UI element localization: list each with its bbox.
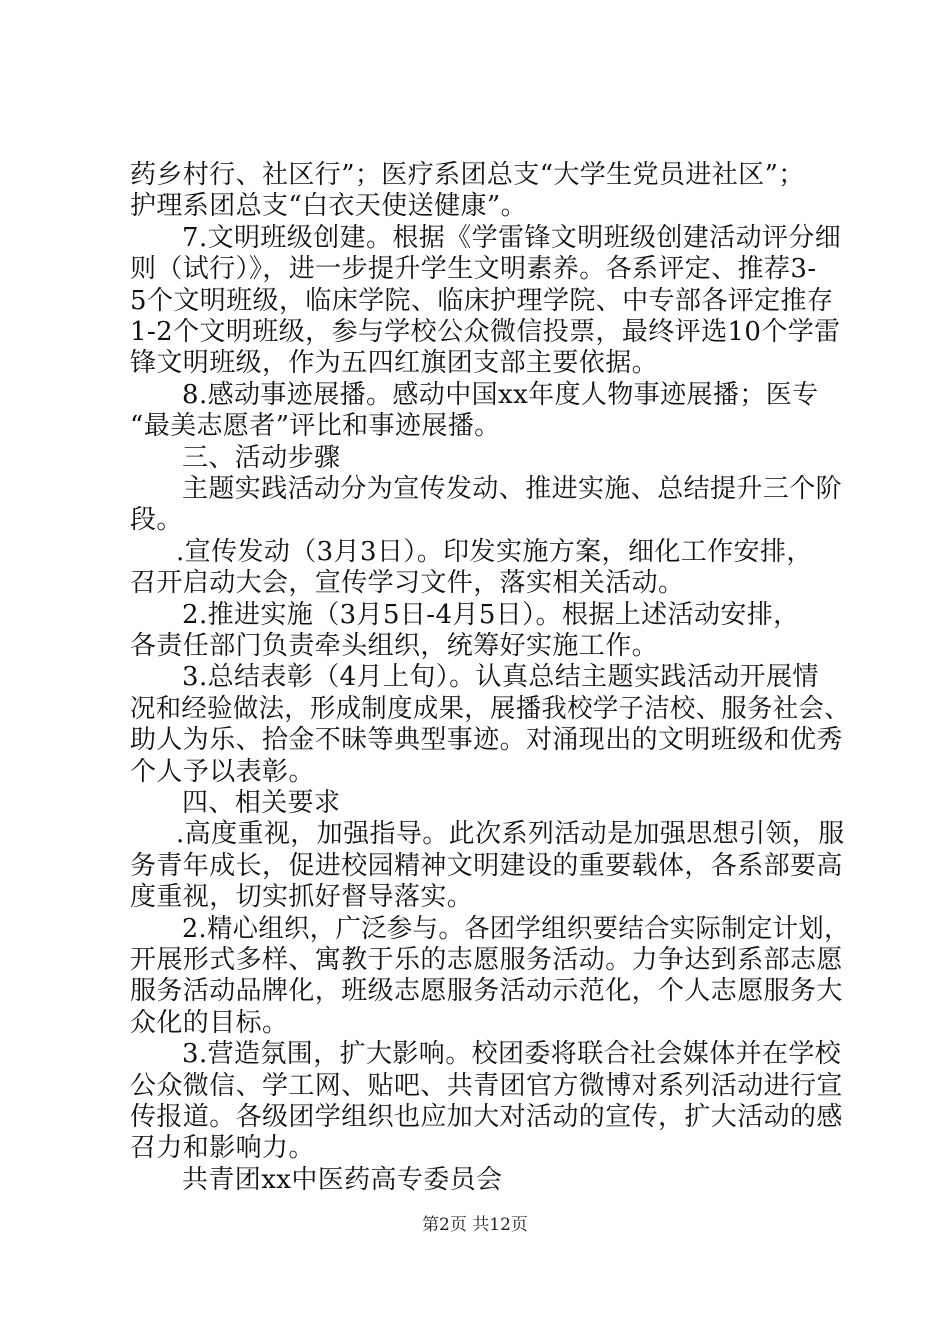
text-line: 开展形式多样、寓教于乐的志愿服务活动。力争达到系部志愿 <box>130 945 843 975</box>
text-line: .高度重视，加强指导。此次系列活动是加强思想引领，服 <box>176 819 845 850</box>
text-line: 3.营造氛围，扩大影响。校团委将联合社会媒体并在学校 <box>182 1039 842 1070</box>
text-line: 8.感动事迹展播。感动中国xx年度人物事迹展播；医专 <box>182 379 819 410</box>
text-line: 个人予以表彰。 <box>130 756 315 787</box>
text-line: 务青年成长，促进校园精神文明建设的重要载体，各系部要高 <box>130 850 843 881</box>
text-line: 段。 <box>130 505 183 536</box>
text-line: 传报道。各级团学组织也应加大对活动的宣传，扩大活动的感 <box>130 1102 843 1132</box>
text-line: 度重视，切实抓好督导落实。 <box>130 882 474 913</box>
text-line: 服务活动品牌化，班级志愿服务活动示范化，个人志愿服务大 <box>130 976 843 1007</box>
text-line: 护理系团总支“白衣天使送健康”。 <box>130 191 527 222</box>
text-line: 公众微信、学工网、贴吧、共青团官方微博对系列活动进行宣 <box>130 1070 843 1101</box>
page-number-footer: 第2页 共12页 <box>422 1215 528 1235</box>
text-line: 助人为乐、拾金不昧等典型事迹。对涌现出的文明班级和优秀 <box>130 725 843 756</box>
text-line: 2.精心组织，广泛参与。各团学组织要结合实际制定计划， <box>182 913 850 944</box>
text-line: 1-2个文明班级，参与学校公众微信投票，最终评选10个学雷 <box>130 317 841 347</box>
text-line: 2.推进实施（3月5日-4月5日）。根据上述活动安排， <box>182 599 800 630</box>
text-line: 药乡村行、社区行”；医疗系团总支“大学生党员进社区”； <box>130 160 805 190</box>
text-line: 众化的目标。 <box>130 1007 289 1038</box>
text-line: “最美志愿者”评比和事迹展播。 <box>130 411 501 442</box>
text-line: 各责任部门负责牵头组织，统筹好实施工作。 <box>130 631 659 661</box>
text-line: 5个文明班级，临床学院、临床护理学院、中专部各评定推存 <box>130 285 834 316</box>
text-line: 7.文明班级创建。根据《学雷锋文明班级创建活动评分细 <box>182 222 842 253</box>
text-line: .宣传发动（3月3日）。印发实施方案，细化工作安排， <box>176 536 813 567</box>
text-line: 召开启动大会，宣传学习文件，落实相关活动。 <box>130 568 685 599</box>
text-line: 则（试行）》，进一步提升学生文明素养。各系评定、推荐3- <box>130 254 817 285</box>
signature-line: 共青团xx中医药高专委员会 <box>182 1164 503 1195</box>
text-line: 3.总结表彰（4月上旬）。认真总结主题实践活动开展情 <box>182 662 819 693</box>
text-line: 主题实践活动分为宣传发动、推进实施、总结提升三个阶 <box>182 474 843 504</box>
section-heading: 四、相关要求 <box>182 788 341 818</box>
section-heading: 三、活动步骤 <box>182 442 341 473</box>
text-line: 锋文明班级，作为五四红旗团支部主要依据。 <box>130 348 659 379</box>
text-line: 召力和影响力。 <box>130 1133 315 1164</box>
text-line: 况和经验做法，形成制度成果，展播我校学子洁校、服务社会、 <box>130 693 850 724</box>
